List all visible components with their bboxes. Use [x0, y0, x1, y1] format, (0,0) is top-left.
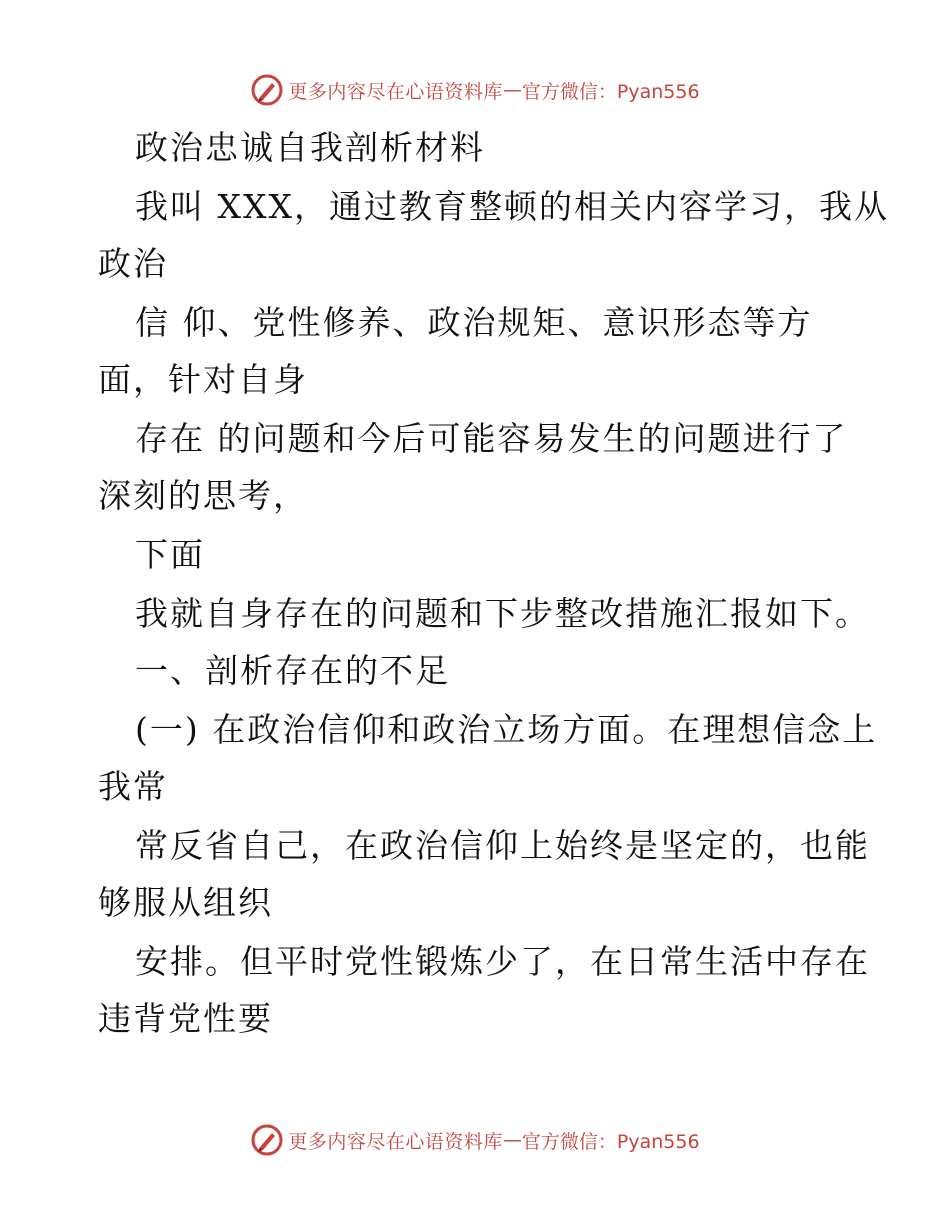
- paragraph-line: 我就自身存在的问题和下步整改措施汇报如下。: [135, 594, 870, 633]
- paragraph-line: 存在 的问题和今后可能容易发生的问题进行了: [135, 419, 848, 458]
- header-watermark: [0, 70, 950, 110]
- paragraph-line: 常反省自己，在政治信仰上始终是坚定的，也能: [135, 826, 870, 865]
- footer-watermark: [0, 1120, 950, 1160]
- paragraph-line: 我常: [98, 767, 168, 806]
- watermark-wechat-text: 官方微信：Pyan556: [521, 80, 700, 103]
- paragraph-line: 下面: [135, 535, 205, 574]
- paragraph-line: 信 仰、党性修养、政治规矩、意识形态等方: [135, 303, 813, 342]
- section-heading: 一、剖析存在的不足: [135, 651, 450, 690]
- pen-logo-icon: [250, 73, 284, 107]
- watermark-main-text: 更多内容尽在心语资料库: [288, 1130, 503, 1153]
- subsection-line: (一) 在政治信仰和政治立场方面。在理想信念上: [135, 710, 878, 749]
- paragraph-line: 安排。但平时党性锻炼少了，在日常生活中存在: [135, 942, 870, 981]
- pen-logo-icon: [250, 1123, 284, 1157]
- paragraph-line: 深刻的思考，: [98, 476, 308, 515]
- paragraph-line: 面，针对自身: [98, 360, 308, 399]
- watermark-separator: —: [502, 79, 522, 101]
- paragraph-line: 政治: [98, 244, 168, 283]
- paragraph-line: 违背党性要: [98, 999, 273, 1038]
- watermark-wechat-text: 官方微信：Pyan556: [521, 1130, 700, 1153]
- document-title: 政治忠诚自我剖析材料: [135, 128, 485, 167]
- paragraph-line: 够服从组织: [98, 883, 273, 922]
- watermark-main-text: 更多内容尽在心语资料库: [288, 80, 503, 103]
- watermark-separator: —: [502, 1129, 522, 1151]
- paragraph-line: 我叫 XXX，通过教育整顿的相关内容学习，我从: [135, 187, 889, 226]
